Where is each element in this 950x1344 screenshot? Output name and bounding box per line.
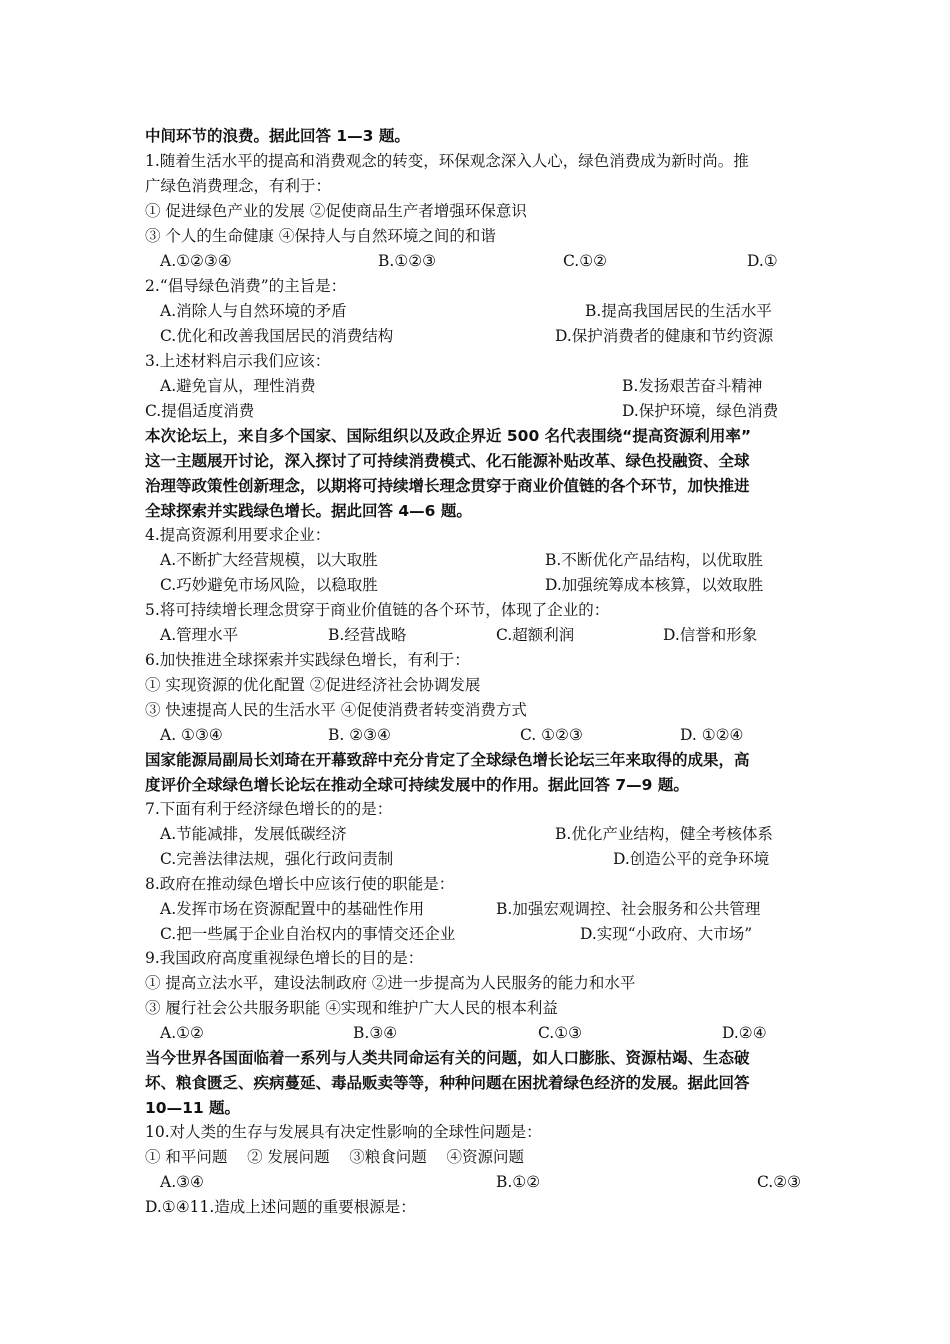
question-1-stem: 1.随着生活水平的提高和消费观念的转变，环保观念深入人心，绿色消费成为新时尚。推	[145, 152, 749, 170]
question-1-item-a: ① 促进绿色产业的发展 ②促使商品生产者增强环保意识	[145, 202, 527, 220]
q10-option-c[interactable]: C.②③	[757, 1173, 802, 1191]
q9-option-a[interactable]: A.①②	[160, 1024, 204, 1042]
q6-option-d[interactable]: D. ①②④	[680, 726, 744, 744]
q2-option-d[interactable]: D.保护消费者的健康和节约资源	[555, 327, 774, 345]
q9-option-d[interactable]: D.②④	[722, 1024, 767, 1042]
material-intro-4-line-2: 坏、粮食匮乏、疾病蔓延、毒品贩卖等等，种种问题在困扰着绿色经济的发展。据此回答	[145, 1074, 750, 1092]
question-8-stem: 8.政府在推动绿色增长中应该行使的职能是：	[145, 875, 455, 893]
q3-option-a[interactable]: A.避免盲从，理性消费	[160, 377, 316, 395]
question-9-item-a: ① 提高立法水平，建设法制政府 ②进一步提高为人民服务的能力和水平	[145, 974, 636, 992]
q2-option-c[interactable]: C.优化和改善我国居民的消费结构	[160, 327, 394, 345]
question-3-stem: 3.上述材料启示我们应该：	[145, 352, 331, 370]
q5-option-b[interactable]: B.经营战略	[328, 626, 407, 644]
q1-option-b[interactable]: B.①②③	[378, 252, 437, 270]
question-5-stem: 5.将可持续增长理念贯穿于商业价值链的各个环节，体现了企业的：	[145, 601, 610, 619]
material-intro-4-line-1: 当今世界各国面临着一系列与人类共同命运有关的问题，如人口膨胀、资源枯竭、生态破	[145, 1049, 750, 1067]
material-intro-3-line-2: 度评价全球绿色增长论坛在推动全球可持续发展中的作用。据此回答 7—9 题。	[145, 776, 689, 794]
q8-option-d[interactable]: D.实现“小政府、大市场”	[580, 925, 753, 943]
q5-option-c[interactable]: C.超额利润	[496, 626, 575, 644]
question-4-stem: 4.提高资源利用要求企业：	[145, 526, 331, 544]
q8-option-c[interactable]: C.把一些属于企业自治权内的事情交还企业	[160, 925, 456, 943]
q7-option-c[interactable]: C.完善法律法规，强化行政问责制	[160, 850, 394, 868]
q7-option-d[interactable]: D.创造公平的竞争环境	[613, 850, 770, 868]
q2-option-b[interactable]: B.提高我国居民的生活水平	[585, 302, 772, 320]
q6-option-b[interactable]: B. ②③④	[328, 726, 391, 744]
q7-option-b[interactable]: B.优化产业结构，健全考核体系	[555, 825, 773, 843]
question-6-item-b: ③ 快速提高人民的生活水平 ④促使消费者转变消费方式	[145, 701, 527, 719]
q4-option-d[interactable]: D.加强统筹成本核算，以效取胜	[545, 576, 764, 594]
q6-option-c[interactable]: C. ①②③	[520, 726, 583, 744]
question-10-stem: 10.对人类的生存与发展具有决定性影响的全球性问题是：	[145, 1123, 542, 1141]
q4-option-b[interactable]: B.不断优化产品结构，以优取胜	[545, 551, 763, 569]
material-intro-2-line-4: 全球探索并实践绿色增长。据此回答 4—6 题。	[145, 502, 472, 520]
q3-option-b[interactable]: B.发扬艰苦奋斗精神	[622, 377, 763, 395]
q4-option-c[interactable]: C.巧妙避免市场风险，以稳取胜	[160, 576, 378, 594]
question-2-stem: 2.“倡导绿色消费”的主旨是：	[145, 277, 347, 295]
material-intro-2-line-2: 这一主题展开讨论，深入探讨了可持续消费模式、化石能源补贴改革、绿色投融资、全球	[145, 452, 750, 470]
q5-option-d[interactable]: D.信誉和形象	[663, 626, 758, 644]
question-1-stem-cont: 广绿色消费理念，有利于：	[145, 177, 332, 195]
question-7-stem: 7.下面有利于经济绿色增长的的是：	[145, 800, 393, 818]
material-intro-2-line-3: 治理等政策性创新理念，以期将可持续增长理念贯穿于商业价值链的各个环节，加快推进	[145, 477, 750, 495]
material-intro-4-line-3: 10—11 题。	[145, 1099, 241, 1117]
q9-option-c[interactable]: C.①③	[538, 1024, 583, 1042]
question-6-item-a: ① 实现资源的优化配置 ②促进经济社会协调发展	[145, 676, 481, 694]
q9-option-b[interactable]: B.③④	[353, 1024, 398, 1042]
q4-option-a[interactable]: A.不断扩大经营规模，以大取胜	[160, 551, 378, 569]
q6-option-a[interactable]: A. ①③④	[160, 726, 223, 744]
material-intro-3-line-1: 国家能源局副局长刘琦在开幕致辞中充分肯定了全球绿色增长论坛三年来取得的成果，高	[145, 751, 750, 769]
question-10-items: ① 和平问题 ② 发展问题 ③粮食问题 ④资源问题	[145, 1148, 524, 1166]
question-1-item-b: ③ 个人的生命健康 ④保持人与自然环境之间的和谐	[145, 227, 496, 245]
q5-option-a[interactable]: A.管理水平	[160, 626, 239, 644]
q10-option-d-and-question-11-stem: D.①④11.造成上述问题的重要根源是：	[145, 1198, 416, 1216]
q8-option-a[interactable]: A.发挥市场在资源配置中的基础性作用	[160, 900, 425, 918]
q3-option-c[interactable]: C.提倡适度消费	[145, 402, 255, 420]
question-9-item-b: ③ 履行社会公共服务职能 ④实现和维护广大人民的根本利益	[145, 999, 558, 1017]
q8-option-b[interactable]: B.加强宏观调控、社会服务和公共管理	[496, 900, 761, 918]
material-intro-2-line-1: 本次论坛上，来自多个国家、国际组织以及政企界近 500 名代表围绕“提高资源利用率”	[145, 427, 752, 445]
question-6-stem: 6.加快推进全球探索并实践绿色增长，有利于：	[145, 651, 470, 669]
q1-option-d[interactable]: D.①	[747, 252, 778, 270]
question-9-stem: 9.我国政府高度重视绿色增长的目的是：	[145, 949, 424, 967]
q2-option-a[interactable]: A.消除人与自然环境的矛盾	[160, 302, 347, 320]
q10-option-a[interactable]: A.③④	[160, 1173, 204, 1191]
q3-option-d[interactable]: D.保护环境，绿色消费	[622, 402, 779, 420]
q1-option-a[interactable]: A.①②③④	[160, 252, 232, 270]
material-intro-1: 中间环节的浪费。据此回答 1—3 题。	[145, 127, 410, 145]
q1-option-c[interactable]: C.①②	[563, 252, 608, 270]
q10-option-b[interactable]: B.①②	[496, 1173, 541, 1191]
q7-option-a[interactable]: A.节能减排，发展低碳经济	[160, 825, 347, 843]
